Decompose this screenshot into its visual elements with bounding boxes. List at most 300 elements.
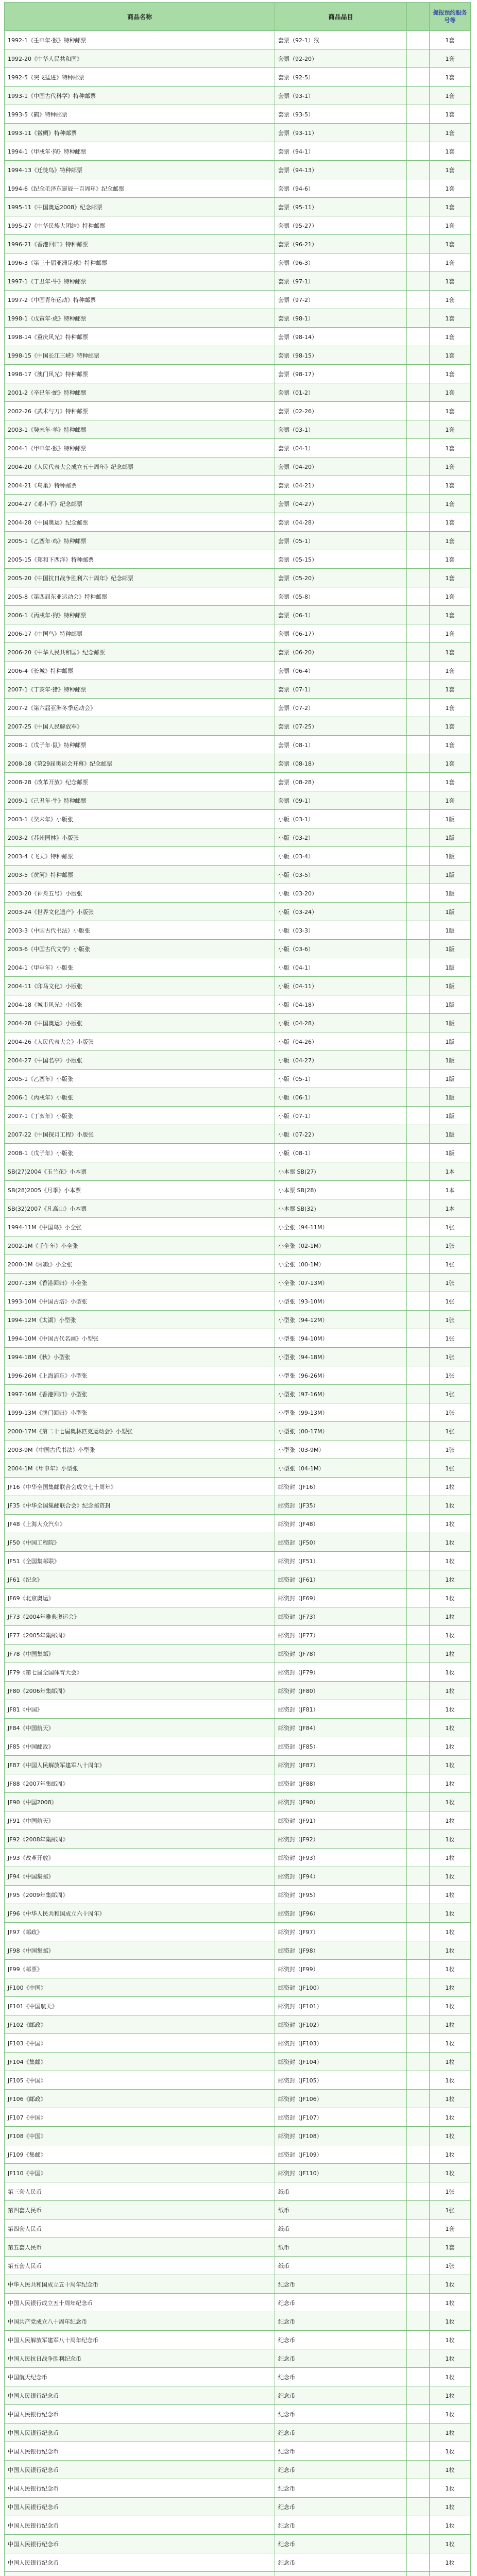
row-code: 邮资封（JF97） (275, 1923, 407, 1941)
row-amount (407, 1607, 430, 1626)
row-booking: 1版 (430, 866, 471, 884)
row-amount (407, 1737, 430, 1756)
row-amount (407, 977, 430, 995)
row-booking: 1套 (430, 624, 471, 643)
row-booking: 1枚 (430, 2071, 471, 2090)
table-row (5, 1496, 471, 1515)
row-name: 1996-21《香港回归》特种邮票 (5, 235, 275, 253)
table-row (5, 958, 471, 977)
row-code: 邮资封（JF61） (275, 1570, 407, 1589)
row-booking: 1张 (430, 1459, 471, 1478)
row-name: 1998-15《中国长江三峡》特种邮票 (5, 346, 275, 365)
row-booking: 1版 (430, 995, 471, 1014)
row-amount (407, 958, 430, 977)
row-amount (407, 1422, 430, 1440)
row-booking: 1张 (430, 1274, 471, 1292)
row-booking: 1枚 (430, 1570, 471, 1589)
row-name: 中国人民银行纪念币 (5, 2535, 275, 2553)
row-booking: 1套 (430, 717, 471, 736)
row-code: 邮资封（JF50） (275, 1533, 407, 1552)
row-code: 小全张（94-11M） (275, 1218, 407, 1236)
table-row (5, 105, 471, 124)
row-amount (407, 2182, 430, 2201)
row-booking: 1枚 (430, 2498, 471, 2516)
row-code: 邮资封（JF51） (275, 1552, 407, 1570)
row-booking: 1枚 (430, 1737, 471, 1756)
row-name: 中国人民银行纪念币 (5, 2553, 275, 2572)
row-code: 小型张（00-17M） (275, 1422, 407, 1440)
row-amount (407, 198, 430, 216)
row-amount (407, 903, 430, 921)
row-name: 2008-18《第29届奥运会开幕》纪念邮票 (5, 754, 275, 773)
row-name: 2003-20《神舟五号》小版张 (5, 884, 275, 903)
row-booking: 1版 (430, 810, 471, 828)
header-row (5, 3, 471, 31)
row-amount (407, 2219, 430, 2238)
row-code: 邮资封（JF92） (275, 1830, 407, 1849)
row-name: JF99《邮票》 (5, 1960, 275, 1978)
row-code: 套票（95-11） (275, 198, 407, 216)
table-row (5, 235, 471, 253)
row-amount (407, 1348, 430, 1366)
table-row (5, 1941, 471, 1960)
row-name: 第四套人民币 (5, 2219, 275, 2238)
row-name: 2006-1《丙戌年·狗》特种邮票 (5, 606, 275, 624)
row-code: 纪念币 (275, 2442, 407, 2461)
row-name: 1992-1《壬申年·猴》特种邮票 (5, 31, 275, 49)
row-amount (407, 1181, 430, 1199)
row-code: 纪念币 (275, 2405, 407, 2424)
row-name: JF98《中国集邮》 (5, 1941, 275, 1960)
row-booking: 1张 (430, 1403, 471, 1422)
row-booking: 1枚 (430, 2053, 471, 2071)
row-code: 套票（94-6） (275, 179, 407, 198)
row-name: 2002-1M《壬午年》小全张 (5, 1236, 275, 1255)
row-code: 邮资封（JF81） (275, 1700, 407, 1719)
row-code: 套票（05-15） (275, 550, 407, 569)
row-name: SB(27)2004《玉兰花》小本票 (5, 1162, 275, 1181)
row-amount (407, 1867, 430, 1886)
row-amount (407, 2498, 430, 2516)
row-name: 1992-5《突飞猛进》特种邮票 (5, 68, 275, 87)
row-amount (407, 68, 430, 87)
row-amount (407, 1719, 430, 1737)
row-booking: 1版 (430, 1051, 471, 1070)
row-amount (407, 1218, 430, 1236)
row-code: 纪念币 (275, 2386, 407, 2405)
row-booking: 1枚 (430, 2164, 471, 2182)
row-code: 邮资封（JF78） (275, 1645, 407, 1663)
table-row (5, 1904, 471, 1923)
table-row (5, 2182, 471, 2201)
row-code: 套票（04-21） (275, 476, 407, 495)
row-code: 小型张（94-10M） (275, 1329, 407, 1348)
table-row (5, 161, 471, 179)
row-booking: 1枚 (430, 2479, 471, 2498)
table-row (5, 179, 471, 198)
row-code: 纪念币 (275, 2498, 407, 2516)
row-amount (407, 2479, 430, 2498)
row-code: 邮资封（JF91） (275, 1811, 407, 1830)
row-code: 小版（03-5） (275, 866, 407, 884)
row-amount (407, 662, 430, 680)
table-row (5, 346, 471, 365)
row-booking: 1张 (430, 1255, 471, 1274)
row-name: 2004-11《印马文化》小版张 (5, 977, 275, 995)
table-row (5, 587, 471, 606)
row-name: 第五套人民币 (5, 2257, 275, 2275)
row-code: 套票（04-28） (275, 513, 407, 532)
row-booking: 1套 (430, 383, 471, 402)
row-amount (407, 2201, 430, 2219)
table-row (5, 569, 471, 587)
row-name: 第五套人民币 (5, 2238, 275, 2257)
row-name: 2005-1《乙酉年》小版张 (5, 1070, 275, 1088)
row-amount (407, 884, 430, 903)
row-name: 2004-1M《甲申年》小型张 (5, 1459, 275, 1478)
table-row (5, 495, 471, 513)
row-amount (407, 1830, 430, 1849)
table-row (5, 754, 471, 773)
row-code: 套票（05-20） (275, 569, 407, 587)
row-booking: 1版 (430, 1070, 471, 1088)
row-code: 邮资封（JF90） (275, 1793, 407, 1811)
table-row (5, 2331, 471, 2349)
row-amount (407, 328, 430, 346)
table-row (5, 1774, 471, 1793)
row-name: JF77《2005年集邮周》 (5, 1626, 275, 1645)
row-amount (407, 754, 430, 773)
row-amount (407, 2553, 430, 2572)
row-code: 小版（03-24） (275, 903, 407, 921)
row-booking: 1枚 (430, 1663, 471, 1682)
row-code: 小版（07-1） (275, 1107, 407, 1125)
row-name: 2004-20《人民代表大会成立五十周年》纪念邮票 (5, 457, 275, 476)
table-row (5, 291, 471, 309)
row-code: 小型张（94-18M） (275, 1348, 407, 1366)
row-amount (407, 1960, 430, 1978)
row-booking: 1枚 (430, 2312, 471, 2331)
row-booking: 1张 (430, 1366, 471, 1385)
table-row (5, 2424, 471, 2442)
row-amount (407, 2368, 430, 2386)
row-name: JF107《中国》 (5, 2108, 275, 2127)
row-amount (407, 828, 430, 847)
row-amount (407, 495, 430, 513)
row-code: 套票（94-13） (275, 161, 407, 179)
row-code: 邮资封（JF93） (275, 1849, 407, 1867)
row-booking: 1套 (430, 216, 471, 235)
row-name: 2005-20《中国抗日战争胜利六十周年》纪念邮票 (5, 569, 275, 587)
row-amount (407, 402, 430, 420)
row-code: 邮资封（JF94） (275, 1867, 407, 1886)
row-name: 2002-26《武术与刀》特种邮票 (5, 402, 275, 420)
row-amount (407, 866, 430, 884)
table-row (5, 2461, 471, 2479)
row-booking: 1套 (430, 49, 471, 68)
table-row (5, 2516, 471, 2535)
row-booking: 1版 (430, 1107, 471, 1125)
row-code: 套票（06-1） (275, 606, 407, 624)
table-row (5, 1978, 471, 1997)
row-booking: 1枚 (430, 2516, 471, 2535)
row-code: 纸币 (275, 2182, 407, 2201)
row-name: JF109《集邮》 (5, 2145, 275, 2164)
row-name: 1998-14《重庆风光》特种邮票 (5, 328, 275, 346)
row-booking: 1套 (430, 142, 471, 161)
row-name: 中国人民银行纪念币 (5, 2405, 275, 2424)
row-name: JF81《中国》 (5, 1700, 275, 1719)
header-name: 商品名称 (5, 3, 275, 31)
row-booking: 1套 (430, 124, 471, 142)
table-row (5, 383, 471, 402)
row-booking: 1张 (430, 1311, 471, 1329)
table-row (5, 1403, 471, 1422)
row-amount (407, 2145, 430, 2164)
table-row (5, 2071, 471, 2090)
table-row (5, 365, 471, 383)
table-row (5, 2164, 471, 2182)
row-booking: 1套 (430, 253, 471, 272)
row-code: 小本票 SB(27) (275, 1162, 407, 1181)
row-code: 纪念币 (275, 2368, 407, 2386)
row-code: 小全张（07-13M） (275, 1274, 407, 1292)
row-name: 2007-13M《香港回归》小全张 (5, 1274, 275, 1292)
row-booking: 1版 (430, 1125, 471, 1144)
row-booking: 1枚 (430, 2034, 471, 2053)
row-amount (407, 2386, 430, 2405)
row-code: 小版（04-11） (275, 977, 407, 995)
row-name: 1994-10M《中国古代名画》小型张 (5, 1329, 275, 1348)
row-name: SB(28)2005《月季》小本票 (5, 1181, 275, 1199)
row-amount (407, 1849, 430, 1867)
row-booking: 1套 (430, 346, 471, 365)
table-row (5, 1107, 471, 1125)
table-row (5, 1589, 471, 1607)
row-booking: 1枚 (430, 1978, 471, 1997)
row-code: 纸币 (275, 2219, 407, 2238)
row-booking (430, 2572, 471, 2576)
table-row (5, 2127, 471, 2145)
row-name: JF90《中国2008》 (5, 1793, 275, 1811)
row-name: 1994-13《迁徙鸟》特种邮票 (5, 161, 275, 179)
row-code: 纸币 (275, 2201, 407, 2219)
row-booking: 1套 (430, 87, 471, 105)
row-name: 中国人民银行纪念币 (5, 2386, 275, 2405)
table-row (5, 1997, 471, 2015)
row-name: 2003-6《中国古代文学》小版张 (5, 940, 275, 958)
row-amount (407, 995, 430, 1014)
row-name: 2007-22《中国探月工程》小版张 (5, 1125, 275, 1144)
row-name: 1993-5《鹤》特种邮票 (5, 105, 275, 124)
row-booking: 1枚 (430, 1552, 471, 1570)
row-amount (407, 365, 430, 383)
row-code: 套票（98-15） (275, 346, 407, 365)
table-row (5, 1051, 471, 1070)
row-code: 纪念币 (275, 2275, 407, 2294)
row-booking: 1套 (430, 31, 471, 49)
table-row (5, 2572, 471, 2576)
table-row (5, 2201, 471, 2219)
row-amount (407, 1552, 430, 1570)
row-code: 纪念币 (275, 2331, 407, 2349)
row-name: JF103《中国》 (5, 2034, 275, 2053)
row-code: 小型张（97-16M） (275, 1385, 407, 1403)
table-row (5, 2312, 471, 2331)
row-name: 1993-11《鲎鲷》特种邮票 (5, 124, 275, 142)
row-amount (407, 1403, 430, 1422)
row-name: 2009-1《己丑年·牛》特种邮票 (5, 791, 275, 810)
row-code: 小版（04-26） (275, 1032, 407, 1051)
row-amount (407, 643, 430, 662)
row-code: 邮资封（JF77） (275, 1626, 407, 1645)
row-name: 2004-26《人民代表大会》小版张 (5, 1032, 275, 1051)
row-name: 2004-1《甲申年·猴》特种邮票 (5, 439, 275, 457)
row-code: 邮资封（JF48） (275, 1515, 407, 1533)
row-name: 2004-21《鸟巢》特种邮票 (5, 476, 275, 495)
row-booking: 1枚 (430, 1793, 471, 1811)
table-row (5, 884, 471, 903)
row-amount (407, 1941, 430, 1960)
row-booking: 1枚 (430, 1997, 471, 2015)
row-name: 2008-1《戊子年·鼠》特种邮票 (5, 736, 275, 754)
row-name: 中华人民共和国成立五十周年纪念币 (5, 2275, 275, 2294)
row-amount (407, 1978, 430, 1997)
table-row (5, 1682, 471, 1700)
row-booking: 1本 (430, 1199, 471, 1218)
row-name: 中国共产党成立八十周年纪念币 (5, 2312, 275, 2331)
row-amount (407, 1923, 430, 1941)
row-code: 纪念币 (275, 2294, 407, 2312)
table-row (5, 1144, 471, 1162)
row-name: 中国人民银行纪念币 (5, 2479, 275, 2498)
table-row (5, 1311, 471, 1329)
row-code: 小版（08-1） (275, 1144, 407, 1162)
row-booking: 1枚 (430, 1774, 471, 1793)
row-amount (407, 2312, 430, 2331)
table-row (5, 2442, 471, 2461)
row-amount (407, 1088, 430, 1107)
row-amount (407, 420, 430, 439)
row-code: 邮资封（JF79） (275, 1663, 407, 1682)
row-code: 套票（09-1） (275, 791, 407, 810)
row-booking: 1版 (430, 903, 471, 921)
row-name: 1996-26M《上海浦东》小型张 (5, 1366, 275, 1385)
row-name: 1992-20《中华人民共和国》 (5, 49, 275, 68)
table-row (5, 1663, 471, 1682)
row-booking: 1张 (430, 1329, 471, 1348)
row-booking: 1枚 (430, 1941, 471, 1960)
row-amount (407, 1162, 430, 1181)
row-name: JF73《2004年雅典奥运会》 (5, 1607, 275, 1626)
row-name: 2008-1《戊子年》小版张 (5, 1144, 275, 1162)
row-amount (407, 513, 430, 532)
row-amount (407, 179, 430, 198)
row-booking: 1套 (430, 105, 471, 124)
row-name: 2003-1《癸未年·羊》特种邮票 (5, 420, 275, 439)
row-booking: 1枚 (430, 1533, 471, 1552)
row-code: 套票（92-20） (275, 49, 407, 68)
table-row (5, 476, 471, 495)
row-code: 小版（04-27） (275, 1051, 407, 1070)
table-row (5, 2275, 471, 2294)
row-booking: 1套 (430, 643, 471, 662)
row-name: 第三套人民币 (5, 2182, 275, 2201)
row-amount (407, 2090, 430, 2108)
row-booking: 1套 (430, 606, 471, 624)
row-code: 套票（92-5） (275, 68, 407, 87)
row-amount (407, 1811, 430, 1830)
row-code: 纸币 (275, 2238, 407, 2257)
row-code: 小版（04-1） (275, 958, 407, 977)
table-row (5, 2498, 471, 2516)
row-name: 1997-16M《香港回归》小型张 (5, 1385, 275, 1403)
row-booking: 1套 (430, 179, 471, 198)
row-name: JF93《改革开放》 (5, 1849, 275, 1867)
row-name: 1994-1《甲戌年·狗》特种邮票 (5, 142, 275, 161)
row-name: 2004-28《中国奥运》纪念邮票 (5, 513, 275, 532)
row-amount (407, 2461, 430, 2479)
row-amount (407, 1329, 430, 1348)
row-code: 套票（08-18） (275, 754, 407, 773)
row-amount (407, 1107, 430, 1125)
row-booking: 1套 (430, 495, 471, 513)
row-code: 邮资封（JF84） (275, 1719, 407, 1737)
row-amount (407, 1589, 430, 1607)
row-code: 套票（97-2） (275, 291, 407, 309)
row-amount (407, 2238, 430, 2257)
row-amount (407, 31, 430, 49)
table-row (5, 1199, 471, 1218)
table-row (5, 1459, 471, 1478)
row-name (5, 2572, 275, 2576)
row-name: 2000-17M《第二十七届奥林匹克运动会》小型张 (5, 1422, 275, 1440)
table-row (5, 643, 471, 662)
row-name: 2006-1《丙戌年》小版张 (5, 1088, 275, 1107)
row-name: JF102《邮政》 (5, 2015, 275, 2034)
table-row (5, 272, 471, 291)
row-booking: 1版 (430, 884, 471, 903)
table-row (5, 940, 471, 958)
table-row (5, 2553, 471, 2572)
row-amount (407, 1496, 430, 1515)
table-row (5, 2090, 471, 2108)
row-amount (407, 1199, 430, 1218)
row-name: 2003-2《苏州园林》小版张 (5, 828, 275, 847)
row-booking: 1枚 (430, 2294, 471, 2312)
row-booking: 1枚 (430, 1645, 471, 1663)
row-name: JF101《中国航天》 (5, 1997, 275, 2015)
table-row (5, 810, 471, 828)
row-booking: 1枚 (430, 2442, 471, 2461)
row-booking: 1枚 (430, 1682, 471, 1700)
row-amount (407, 2572, 430, 2576)
row-booking: 1版 (430, 828, 471, 847)
row-name: JF104《集邮》 (5, 2053, 275, 2071)
row-booking: 1套 (430, 532, 471, 550)
table-row (5, 828, 471, 847)
row-code: 套票（06-17） (275, 624, 407, 643)
row-name: JF105《中国》 (5, 2071, 275, 2090)
table-row (5, 420, 471, 439)
row-amount (407, 1904, 430, 1923)
row-booking: 1套 (430, 476, 471, 495)
table-row (5, 2368, 471, 2386)
row-amount (407, 1255, 430, 1274)
row-code: 邮资封（JF99） (275, 1960, 407, 1978)
row-booking: 1套 (430, 291, 471, 309)
row-amount (407, 810, 430, 828)
